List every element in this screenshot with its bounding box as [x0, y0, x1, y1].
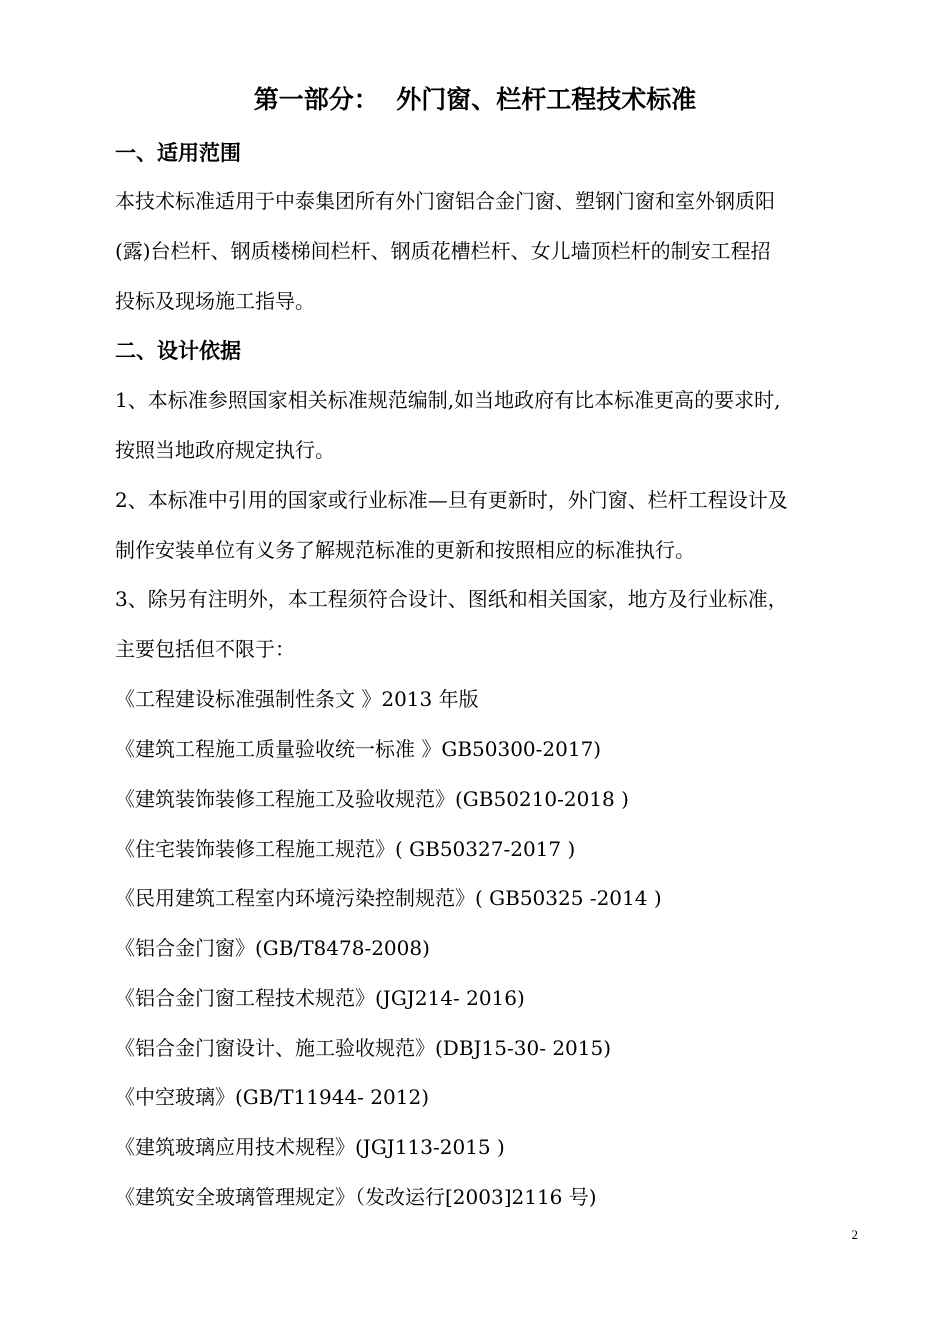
- section-heading-scope: 一、适用范围: [115, 141, 241, 165]
- document-title: 第一部分： 外门窗、栏杆工程技术标准: [253, 85, 697, 114]
- section-heading-design-basis: 二、设计依据: [115, 339, 241, 363]
- reference-item: 《铝合金门窗工程技术规范》(JGJ214- 2016): [115, 986, 525, 1010]
- paragraph-line: 本技术标准适用于中泰集团所有外门窗铝合金门窗、塑钢门窗和室外钢质阳: [115, 189, 775, 213]
- paragraph-line: 2、本标准中引用的国家或行业标准—旦有更新时，外门窗、栏杆工程设计及: [115, 488, 788, 512]
- reference-item: 《铝合金门窗设计、施工验收规范》(DBJ15-30- 2015): [115, 1036, 612, 1060]
- paragraph-line: 1、本标准参照国家相关标准规范编制,如当地政府有比本标准更高的要求时,: [115, 388, 781, 412]
- reference-item: 《铝合金门窗》(GB/T8478-2008): [115, 936, 430, 960]
- paragraph-line: 主要包括但不限于：: [115, 637, 295, 661]
- paragraph-line: 投标及现场施工指导。: [115, 289, 315, 313]
- paragraph-line: 3、除另有注明外，本工程须符合设计、图纸和相关国家，地方及行业标准，: [115, 587, 788, 611]
- reference-item: 《民用建筑工程室内环境污染控制规范》( GB50325 -2014 ): [115, 886, 662, 910]
- reference-item: 《建筑玻璃应用技术规程》(JGJ113-2015 ): [115, 1135, 505, 1159]
- reference-item: 《住宅装饰装修工程施工规范》( GB50327-2017 ): [115, 837, 576, 861]
- paragraph-line: (露)台栏杆、钢质楼梯间栏杆、钢质花槽栏杆、女儿墙顶栏杆的制安工程招: [115, 239, 771, 263]
- page-number: 2: [851, 1227, 858, 1242]
- reference-item: 《工程建设标准强制性条文 》2013 年版: [115, 687, 479, 711]
- reference-item: 《建筑装饰装修工程施工及验收规范》(GB50210-2018 ): [115, 787, 629, 811]
- paragraph-line: 制作安装单位有义务了解规范标准的更新和按照相应的标准执行。: [115, 538, 695, 562]
- reference-item: 《建筑工程施工质量验收统一标准 》GB50300-2017): [115, 737, 602, 761]
- paragraph-line: 按照当地政府规定执行。: [115, 438, 335, 462]
- reference-item: 《建筑安全玻璃管理规定》（发改运行[2003]2116 号): [115, 1185, 597, 1209]
- reference-item: 《中空玻璃》(GB/T11944- 2012): [115, 1085, 429, 1109]
